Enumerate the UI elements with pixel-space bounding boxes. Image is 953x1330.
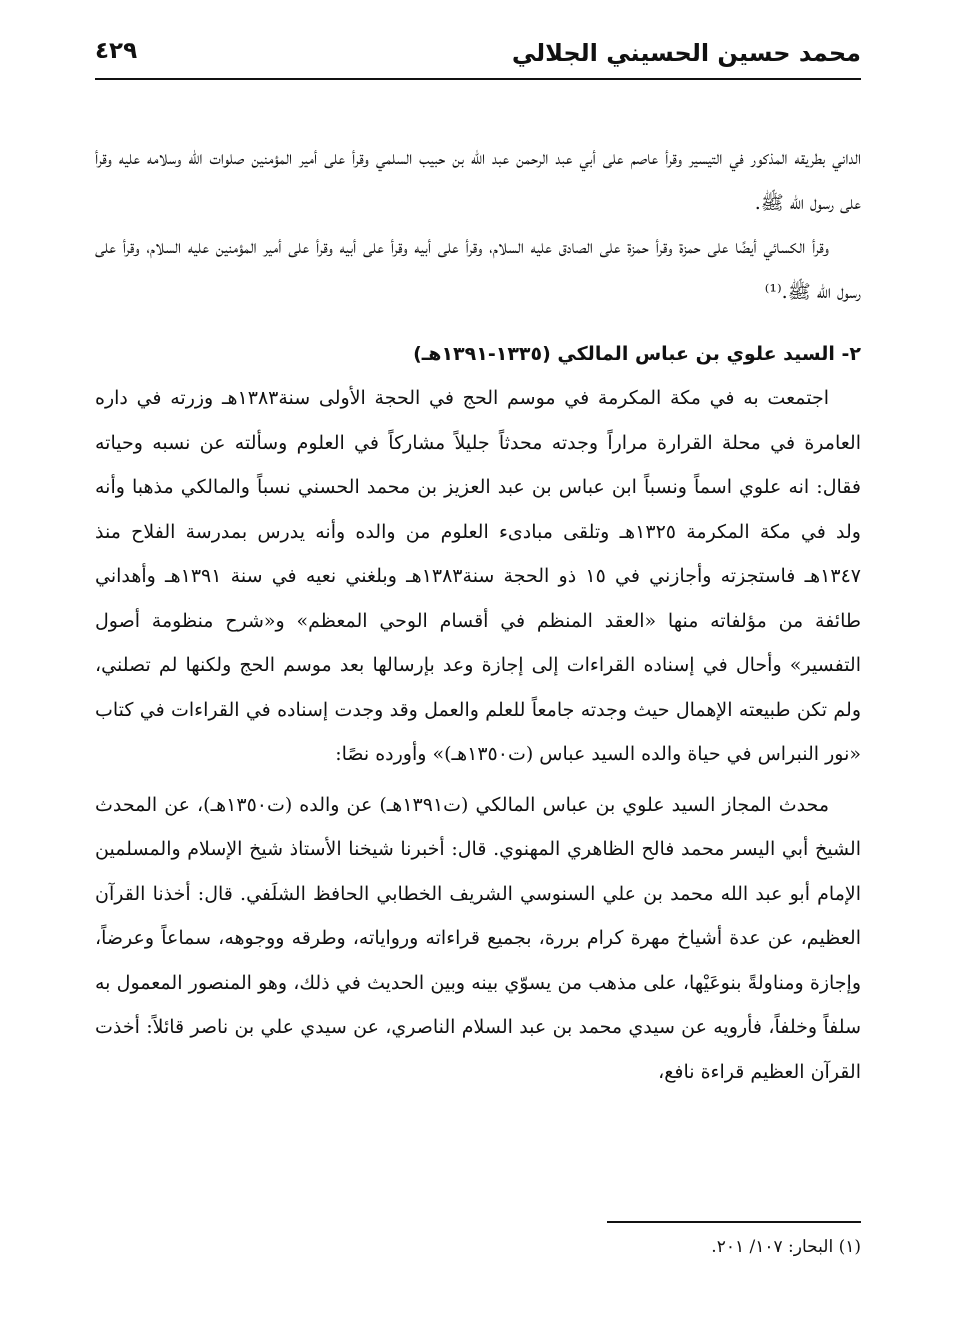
page-body: [95, 136, 861, 1094]
paragraph-1: الداني بطريقه المذكور في التيسير وقرأ عاصم على أبي عبد الرحمن عبد الله بن حبيب السلمي وقرأ على أمير المؤمنين صلوات الله وسلامه عليه وقرأ على رسول الله ﷺ.: [95, 147, 861, 214]
paragraph-2: وقرأ الكسائي أيضًا على حمزة وقرأ حمزة على الصادق عليه السلام، وقرأ على أبيه وقرأ على أبيه وقرأ على أمير المؤمنين عليه السلام، وقرأ على رسول الله ﷺ.⁽¹⁾: [95, 236, 861, 303]
paragraph-3: اجتمعت به في مكة المكرمة في موسم الحج في الحجة الأولى سنة١٣٨٣هـ وزرته في داره العامرة في محلة القرارة مراراً وجدته محدثاً جليلاً مشاركاً في العلوم وسألته عن نسبه وحياته فقال: انه علوي اسماً ونسباً ابن عباس بن عبد العزيز بن محمد الحسني نسباً والمالكي مذهبا وأنه ولد في مكة المكرمة ١٣٢٥هـ وتلقى مبادىء العلوم من والده وأنه يدرس بمدرسة الفلاح منذ ١٣٤٧هـ فاستجزته وأجازني في ١٥ ذو الحجة سنة١٣٨٣هـ وبلغني نعيه في سنة ١٣٩١هـ وأهداني طائفة من مؤلفاته منها «العقد المنظم في أقسام الوحي المعظم» و«شرح منظومة أصول التفسير» وأحال في إسناده القراءات إلى إجازة وعد بإرسالها بعد موسم الحج ولكنها لم تصلني، ولم تكن طبيعته الإهمال حيث وجدته جامعاً للعلم والعمل وقد وجدت إسناده في القراءات في كتاب «نور النبراس في حياة والده السيد عباس (ت١٣٥٠هـ)» وأورده نصًا:: [95, 387, 861, 765]
footnote-divider: [607, 1221, 861, 1223]
page-number: ٤٢٩: [95, 38, 138, 64]
section-heading: ٢- السيد علوي بن عباس المالكي (١٣٣٥-١٣٩١هـ): [413, 343, 861, 365]
running-title: محمد حسين الحسيني الجلالي: [511, 39, 861, 67]
page-header: [95, 28, 861, 80]
footnote: (١) البحار: ١٠٧/ ٢٠١.: [711, 1237, 861, 1257]
paragraph-4: محدث المجاز السيد علوي بن عباس المالكي (ت١٣٩١هـ) عن والده (ت١٣٥٠هـ)، عن المحدث الشيخ أبي اليسر محمد فالح الظاهري المهنوي. قال: أخبرنا شيخنا الأستاذ شيخ الإسلام والمسلمين الإمام أبو عبد الله محمد بن علي السنوسي الشريف الخطابي الحافظ الشلَفي. قال: أخذنا القرآن العظيم، عن عدة أشياخ مهرة كرام بررة، بجميع قراءاته ورواياته، وطرقه ووجوهه، سماعاً وعرضاً، وإجازة ومناولةً بنوعَيْها، على مذهب من يسوّي بينه وبين الحديث في ذلك، وهو المنصور المعمول به سلفاً وخلفاً، فأرويه عن سيدي محمد بن عبد السلام الناصري، عن سيدي علي بن ناصر قائلاً: أخذت القرآن العظيم قراءة نافع،: [95, 793, 861, 1083]
